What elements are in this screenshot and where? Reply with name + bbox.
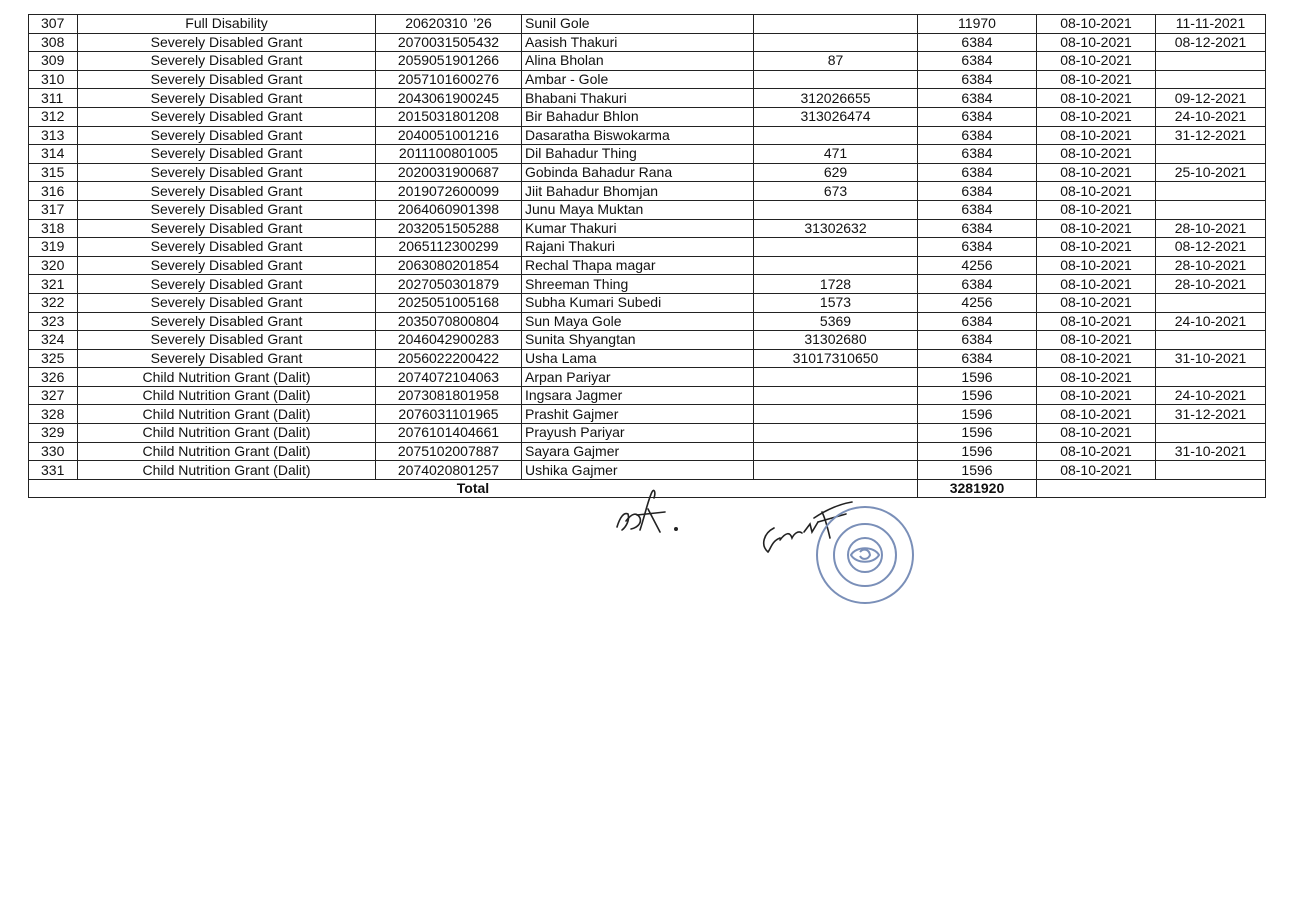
id-number-cell: 2074072104063 [376, 368, 522, 387]
account-number-cell [754, 368, 918, 387]
id-number-cell: 2040051001216 [376, 126, 522, 145]
beneficiary-name-cell: Ushika Gajmer [522, 461, 754, 480]
id-number-cell: 2027050301879 [376, 275, 522, 294]
serial-number-cell: 329 [29, 424, 78, 443]
account-number-cell: 31017310650 [754, 349, 918, 368]
grant-type-cell: Child Nutrition Grant (Dalit) [78, 461, 376, 480]
account-number-cell: 312026655 [754, 89, 918, 108]
id-number-cell: 2075102007887 [376, 442, 522, 461]
table-row [29, 145, 1266, 164]
payment-date-cell [1156, 145, 1266, 164]
grant-type-cell: Severely Disabled Grant [78, 200, 376, 219]
amount-cell: 6384 [918, 70, 1037, 89]
issue-date-cell: 08-10-2021 [1037, 70, 1156, 89]
beneficiary-name-cell: Alina Bholan [522, 52, 754, 71]
account-number-cell: 313026474 [754, 107, 918, 126]
table-row [29, 200, 1266, 219]
id-number-cell: 2011100801005 [376, 145, 522, 164]
payment-date-cell [1156, 200, 1266, 219]
serial-number-cell: 318 [29, 219, 78, 238]
account-number-cell: 1728 [754, 275, 918, 294]
payment-date-cell [1156, 368, 1266, 387]
table-row [29, 219, 1266, 238]
grant-type-cell: Severely Disabled Grant [78, 219, 376, 238]
id-number-cell: 2019072600099 [376, 182, 522, 201]
account-number-cell: 1573 [754, 293, 918, 312]
serial-number-cell: 328 [29, 405, 78, 424]
payment-date-cell [1156, 293, 1266, 312]
issue-date-cell: 08-10-2021 [1037, 126, 1156, 145]
issue-date-cell: 08-10-2021 [1037, 386, 1156, 405]
amount-cell: 1596 [918, 405, 1037, 424]
payment-date-cell: 08-12-2021 [1156, 238, 1266, 257]
grant-type-cell: Child Nutrition Grant (Dalit) [78, 386, 376, 405]
beneficiary-name-cell: Sun Maya Gole [522, 312, 754, 331]
amount-cell: 6384 [918, 312, 1037, 331]
issue-date-cell: 08-10-2021 [1037, 200, 1156, 219]
account-number-cell [754, 126, 918, 145]
issue-date-cell: 08-10-2021 [1037, 461, 1156, 480]
beneficiary-name-cell: Arpan Pariyar [522, 368, 754, 387]
serial-number-cell: 311 [29, 89, 78, 108]
table-row [29, 424, 1266, 443]
table-row [29, 349, 1266, 368]
amount-cell: 6384 [918, 145, 1037, 164]
serial-number-cell: 314 [29, 145, 78, 164]
table-row [29, 461, 1266, 480]
account-number-cell [754, 200, 918, 219]
issue-date-cell: 08-10-2021 [1037, 145, 1156, 164]
beneficiary-name-cell: Jiit Bahadur Bhomjan [522, 182, 754, 201]
table-row [29, 126, 1266, 145]
table-row [29, 70, 1266, 89]
account-number-cell [754, 70, 918, 89]
table-row [29, 368, 1266, 387]
amount-cell: 1596 [918, 461, 1037, 480]
amount-cell: 1596 [918, 386, 1037, 405]
serial-number-cell: 310 [29, 70, 78, 89]
grant-type-cell: Severely Disabled Grant [78, 349, 376, 368]
grant-type-cell: Severely Disabled Grant [78, 331, 376, 350]
beneficiary-name-cell: Dasaratha Biswokarma [522, 126, 754, 145]
id-number-cell: 2020031900687 [376, 163, 522, 182]
serial-number-cell: 327 [29, 386, 78, 405]
grant-type-cell: Severely Disabled Grant [78, 89, 376, 108]
id-number-cell: 2046042900283 [376, 331, 522, 350]
beneficiary-name-cell: Sunita Shyangtan [522, 331, 754, 350]
account-number-cell: 673 [754, 182, 918, 201]
serial-number-cell: 330 [29, 442, 78, 461]
beneficiary-name-cell: Subha Kumari Subedi [522, 293, 754, 312]
grant-type-cell: Severely Disabled Grant [78, 70, 376, 89]
amount-cell: 1596 [918, 368, 1037, 387]
issue-date-cell: 08-10-2021 [1037, 89, 1156, 108]
payment-date-cell [1156, 182, 1266, 201]
serial-number-cell: 322 [29, 293, 78, 312]
table-row [29, 331, 1266, 350]
beneficiary-name-cell: Junu Maya Muktan [522, 200, 754, 219]
serial-number-cell: 307 [29, 15, 78, 34]
serial-number-cell: 323 [29, 312, 78, 331]
amount-cell: 6384 [918, 107, 1037, 126]
payment-date-cell [1156, 331, 1266, 350]
table-row [29, 442, 1266, 461]
grant-type-cell: Severely Disabled Grant [78, 33, 376, 52]
account-number-cell [754, 442, 918, 461]
issue-date-cell: 08-10-2021 [1037, 33, 1156, 52]
payment-date-cell: 24-10-2021 [1156, 107, 1266, 126]
account-number-cell [754, 33, 918, 52]
table-row [29, 89, 1266, 108]
beneficiary-name-cell: Usha Lama [522, 349, 754, 368]
payment-date-cell: 09-12-2021 [1156, 89, 1266, 108]
id-number-cell: 2070031505432 [376, 33, 522, 52]
id-number-cell: 2074020801257 [376, 461, 522, 480]
serial-number-cell: 319 [29, 238, 78, 257]
amount-cell: 6384 [918, 163, 1037, 182]
amount-cell: 6384 [918, 89, 1037, 108]
serial-number-cell: 325 [29, 349, 78, 368]
beneficiary-name-cell: Dil Bahadur Thing [522, 145, 754, 164]
id-number-cell: 20620310 ’26 [376, 15, 522, 34]
account-number-cell: 31302680 [754, 331, 918, 350]
beneficiary-name-cell: Shreeman Thing [522, 275, 754, 294]
issue-date-cell: 08-10-2021 [1037, 107, 1156, 126]
payment-date-cell [1156, 70, 1266, 89]
serial-number-cell: 320 [29, 256, 78, 275]
payment-date-cell: 31-10-2021 [1156, 442, 1266, 461]
beneficiary-name-cell: Rajani Thakuri [522, 238, 754, 257]
amount-cell: 4256 [918, 256, 1037, 275]
account-number-cell [754, 461, 918, 480]
serial-number-cell: 309 [29, 52, 78, 71]
amount-cell: 6384 [918, 349, 1037, 368]
payment-date-cell [1156, 461, 1266, 480]
serial-number-cell: 313 [29, 126, 78, 145]
beneficiary-name-cell: Gobinda Bahadur Rana [522, 163, 754, 182]
table-row [29, 52, 1266, 71]
serial-number-cell: 316 [29, 182, 78, 201]
id-number-cell: 2025051005168 [376, 293, 522, 312]
account-number-cell [754, 15, 918, 34]
table-row [29, 238, 1266, 257]
id-number-cell: 2035070800804 [376, 312, 522, 331]
grant-distribution-table [28, 14, 1266, 498]
account-number-cell: 31302632 [754, 219, 918, 238]
id-number-cell: 2073081801958 [376, 386, 522, 405]
grant-type-cell: Child Nutrition Grant (Dalit) [78, 442, 376, 461]
table-row [29, 163, 1266, 182]
issue-date-cell: 08-10-2021 [1037, 405, 1156, 424]
account-number-cell [754, 256, 918, 275]
serial-number-cell: 312 [29, 107, 78, 126]
beneficiary-name-cell: Ambar - Gole [522, 70, 754, 89]
id-number-cell: 2056022200422 [376, 349, 522, 368]
beneficiary-name-cell: Bir Bahadur Bhlon [522, 107, 754, 126]
amount-cell: 6384 [918, 275, 1037, 294]
table-row [29, 275, 1266, 294]
id-number-cell: 2043061900245 [376, 89, 522, 108]
payment-date-cell: 31-12-2021 [1156, 126, 1266, 145]
amount-cell: 6384 [918, 219, 1037, 238]
id-number-cell: 2015031801208 [376, 107, 522, 126]
amount-cell: 4256 [918, 293, 1037, 312]
beneficiary-name-cell: Aasish Thakuri [522, 33, 754, 52]
table-row [29, 182, 1266, 201]
payment-date-cell: 08-12-2021 [1156, 33, 1266, 52]
payment-date-cell: 11-11-2021 [1156, 15, 1266, 34]
issue-date-cell: 08-10-2021 [1037, 293, 1156, 312]
payment-date-cell: 25-10-2021 [1156, 163, 1266, 182]
id-number-cell: 2076031101965 [376, 405, 522, 424]
signature-2 [764, 502, 852, 552]
grant-type-cell: Severely Disabled Grant [78, 145, 376, 164]
beneficiary-name-cell: Prayush Pariyar [522, 424, 754, 443]
payment-date-cell: 24-10-2021 [1156, 312, 1266, 331]
account-number-cell [754, 386, 918, 405]
total-label: Total [29, 479, 918, 498]
grant-type-cell: Child Nutrition Grant (Dalit) [78, 424, 376, 443]
issue-date-cell: 08-10-2021 [1037, 182, 1156, 201]
issue-date-cell: 08-10-2021 [1037, 331, 1156, 350]
bank-stamp [817, 507, 913, 603]
issue-date-cell: 08-10-2021 [1037, 442, 1156, 461]
issue-date-cell: 08-10-2021 [1037, 238, 1156, 257]
issue-date-cell: 08-10-2021 [1037, 52, 1156, 71]
table-row [29, 15, 1266, 34]
document-sheet [28, 14, 1266, 498]
grant-type-cell: Child Nutrition Grant (Dalit) [78, 368, 376, 387]
id-number-cell: 2063080201854 [376, 256, 522, 275]
issue-date-cell: 08-10-2021 [1037, 368, 1156, 387]
id-number-cell: 2065112300299 [376, 238, 522, 257]
beneficiary-name-cell: Kumar Thakuri [522, 219, 754, 238]
table-row [29, 256, 1266, 275]
grant-type-cell: Severely Disabled Grant [78, 293, 376, 312]
issue-date-cell: 08-10-2021 [1037, 15, 1156, 34]
payment-date-cell: 31-12-2021 [1156, 405, 1266, 424]
serial-number-cell: 326 [29, 368, 78, 387]
total-amount: 3281920 [918, 479, 1037, 498]
amount-cell: 6384 [918, 238, 1037, 257]
issue-date-cell: 08-10-2021 [1037, 219, 1156, 238]
payment-date-cell [1156, 52, 1266, 71]
table-row [29, 293, 1266, 312]
grant-type-cell: Severely Disabled Grant [78, 312, 376, 331]
serial-number-cell: 324 [29, 331, 78, 350]
id-number-cell: 2059051901266 [376, 52, 522, 71]
payment-date-cell: 28-10-2021 [1156, 275, 1266, 294]
amount-cell: 6384 [918, 126, 1037, 145]
total-row [29, 479, 1266, 498]
grant-type-cell: Severely Disabled Grant [78, 238, 376, 257]
grant-type-cell: Severely Disabled Grant [78, 256, 376, 275]
issue-date-cell: 08-10-2021 [1037, 275, 1156, 294]
amount-cell: 6384 [918, 52, 1037, 71]
account-number-cell: 629 [754, 163, 918, 182]
serial-number-cell: 315 [29, 163, 78, 182]
table-row [29, 386, 1266, 405]
beneficiary-name-cell: Bhabani Thakuri [522, 89, 754, 108]
table-row [29, 33, 1266, 52]
issue-date-cell: 08-10-2021 [1037, 312, 1156, 331]
grant-type-cell: Severely Disabled Grant [78, 275, 376, 294]
table-row [29, 405, 1266, 424]
payment-date-cell [1156, 424, 1266, 443]
id-number-cell: 2076101404661 [376, 424, 522, 443]
serial-number-cell: 317 [29, 200, 78, 219]
grant-type-cell: Severely Disabled Grant [78, 163, 376, 182]
payment-date-cell: 24-10-2021 [1156, 386, 1266, 405]
issue-date-cell: 08-10-2021 [1037, 163, 1156, 182]
account-number-cell: 5369 [754, 312, 918, 331]
amount-cell: 6384 [918, 182, 1037, 201]
serial-number-cell: 331 [29, 461, 78, 480]
account-number-cell: 471 [754, 145, 918, 164]
issue-date-cell: 08-10-2021 [1037, 424, 1156, 443]
issue-date-cell: 08-10-2021 [1037, 349, 1156, 368]
amount-cell: 6384 [918, 33, 1037, 52]
serial-number-cell: 308 [29, 33, 78, 52]
amount-cell: 1596 [918, 424, 1037, 443]
account-number-cell [754, 405, 918, 424]
beneficiary-name-cell: Sayara Gajmer [522, 442, 754, 461]
account-number-cell [754, 238, 918, 257]
table-row [29, 312, 1266, 331]
account-number-cell [754, 424, 918, 443]
grant-type-cell: Child Nutrition Grant (Dalit) [78, 405, 376, 424]
payment-date-cell: 28-10-2021 [1156, 219, 1266, 238]
grant-type-cell: Severely Disabled Grant [78, 107, 376, 126]
grant-type-cell: Severely Disabled Grant [78, 126, 376, 145]
total-empty-cell [1037, 479, 1266, 498]
grant-type-cell: Severely Disabled Grant [78, 52, 376, 71]
grant-type-cell: Severely Disabled Grant [78, 182, 376, 201]
amount-cell: 11970 [918, 15, 1037, 34]
amount-cell: 6384 [918, 200, 1037, 219]
beneficiary-name-cell: Sunil Gole [522, 15, 754, 34]
grant-type-cell: Full Disability [78, 15, 376, 34]
issue-date-cell: 08-10-2021 [1037, 256, 1156, 275]
beneficiary-name-cell: Prashit Gajmer [522, 405, 754, 424]
amount-cell: 6384 [918, 331, 1037, 350]
id-number-cell: 2057101600276 [376, 70, 522, 89]
account-number-cell: 87 [754, 52, 918, 71]
id-number-cell: 2032051505288 [376, 219, 522, 238]
amount-cell: 1596 [918, 442, 1037, 461]
id-number-cell: 2064060901398 [376, 200, 522, 219]
table-row [29, 107, 1266, 126]
serial-number-cell: 321 [29, 275, 78, 294]
beneficiary-name-cell: Ingsara Jagmer [522, 386, 754, 405]
beneficiary-name-cell: Rechal Thapa magar [522, 256, 754, 275]
payment-date-cell: 28-10-2021 [1156, 256, 1266, 275]
payment-date-cell: 31-10-2021 [1156, 349, 1266, 368]
